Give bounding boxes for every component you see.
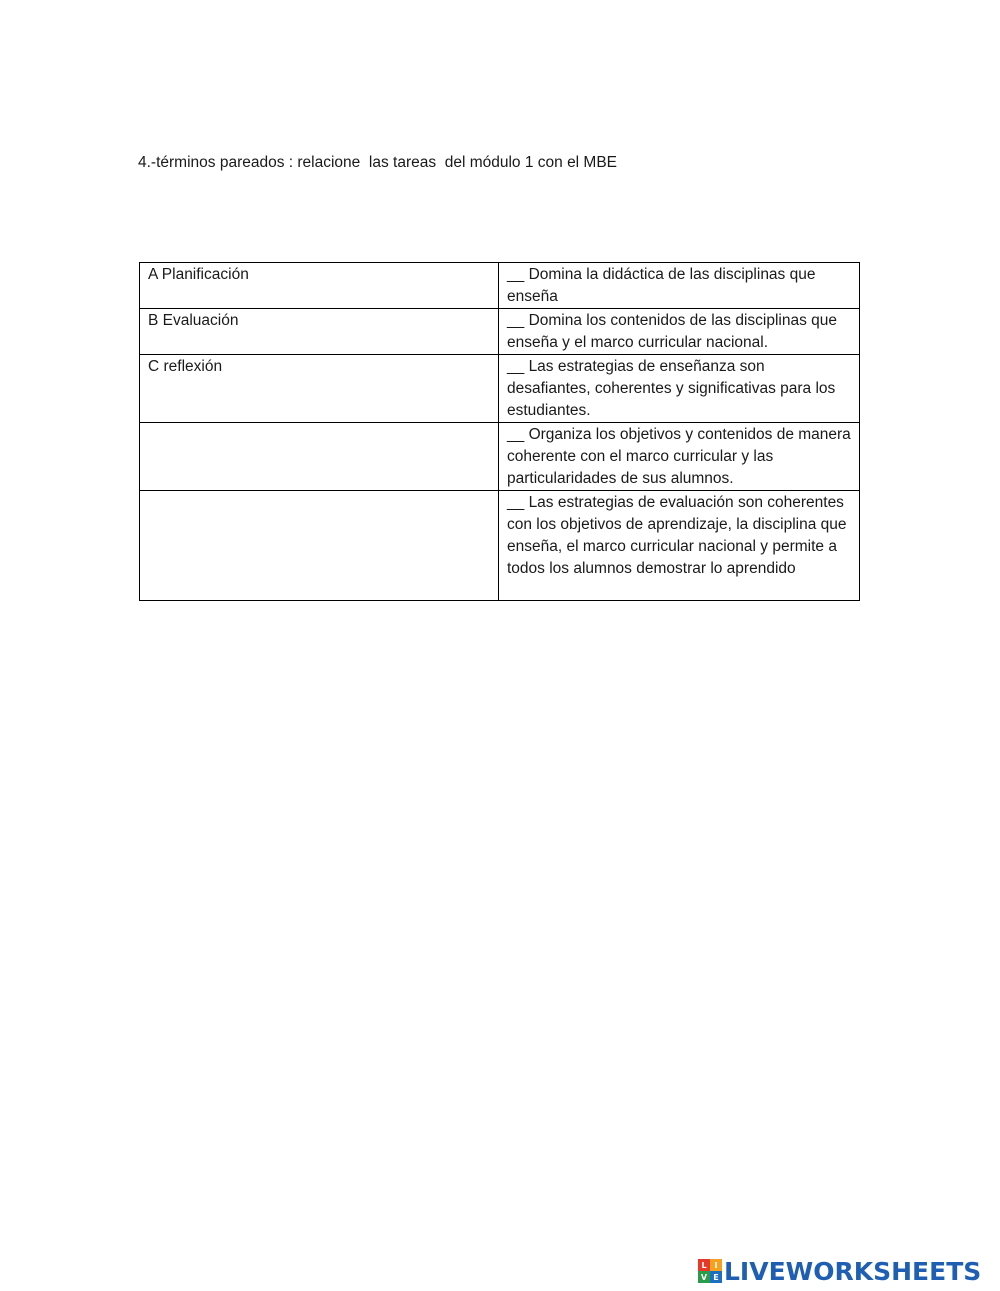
term-label: A Planificación [148,266,249,283]
description-text: Las estrategias de evaluación son coherentes con los objetivos de aprendizaje, la disciplina que enseña, el marco curricular nacional y permite a todos los alumnos demostrar lo aprendido [507,494,847,577]
table-row [140,355,860,423]
liveworksheets-logo [698,1257,981,1285]
table-row [140,309,860,355]
answer-blank[interactable]: __ [507,312,529,329]
term-cell [140,309,499,355]
description-text: Organiza los objetivos y contenidos de manera coherente con el marco curricular y las particularidades de sus alumnos. [507,426,851,487]
logo-badge-letter: L [698,1259,710,1271]
matching-table [139,262,860,601]
logo-badge-letter: I [710,1259,722,1271]
logo-badge-icon [698,1259,722,1283]
description-text: Domina la didáctica de las disciplinas que enseña [507,266,816,305]
term-label: B Evaluación [148,312,239,329]
logo-text: LIVEWORKSHEETS [724,1256,982,1286]
answer-blank[interactable]: __ [507,426,529,443]
answer-blank[interactable]: __ [507,494,529,511]
description-cell [499,263,860,309]
description-cell [499,309,860,355]
answer-blank[interactable]: __ [507,358,529,375]
term-label: C reflexión [148,358,223,375]
term-cell [140,263,499,309]
term-cell [140,491,499,601]
description-cell [499,423,860,491]
term-cell [140,423,499,491]
description-text: Las estrategias de enseñanza son desafiantes, coherentes y significativas para los estudiantes. [507,358,836,419]
logo-badge-letter: E [710,1271,722,1283]
table-row [140,263,860,309]
description-cell [499,355,860,423]
table-row [140,423,860,491]
answer-blank[interactable]: __ [507,266,529,283]
term-cell [140,355,499,423]
description-cell [499,491,860,601]
table-row [140,491,860,601]
instruction-text: 4.-términos pareados : relacione las tareas del módulo 1 con el MBE [138,154,618,171]
description-text: Domina los contenidos de las disciplinas que enseña y el marco curricular nacional. [507,312,838,351]
logo-badge-letter: V [698,1271,710,1283]
